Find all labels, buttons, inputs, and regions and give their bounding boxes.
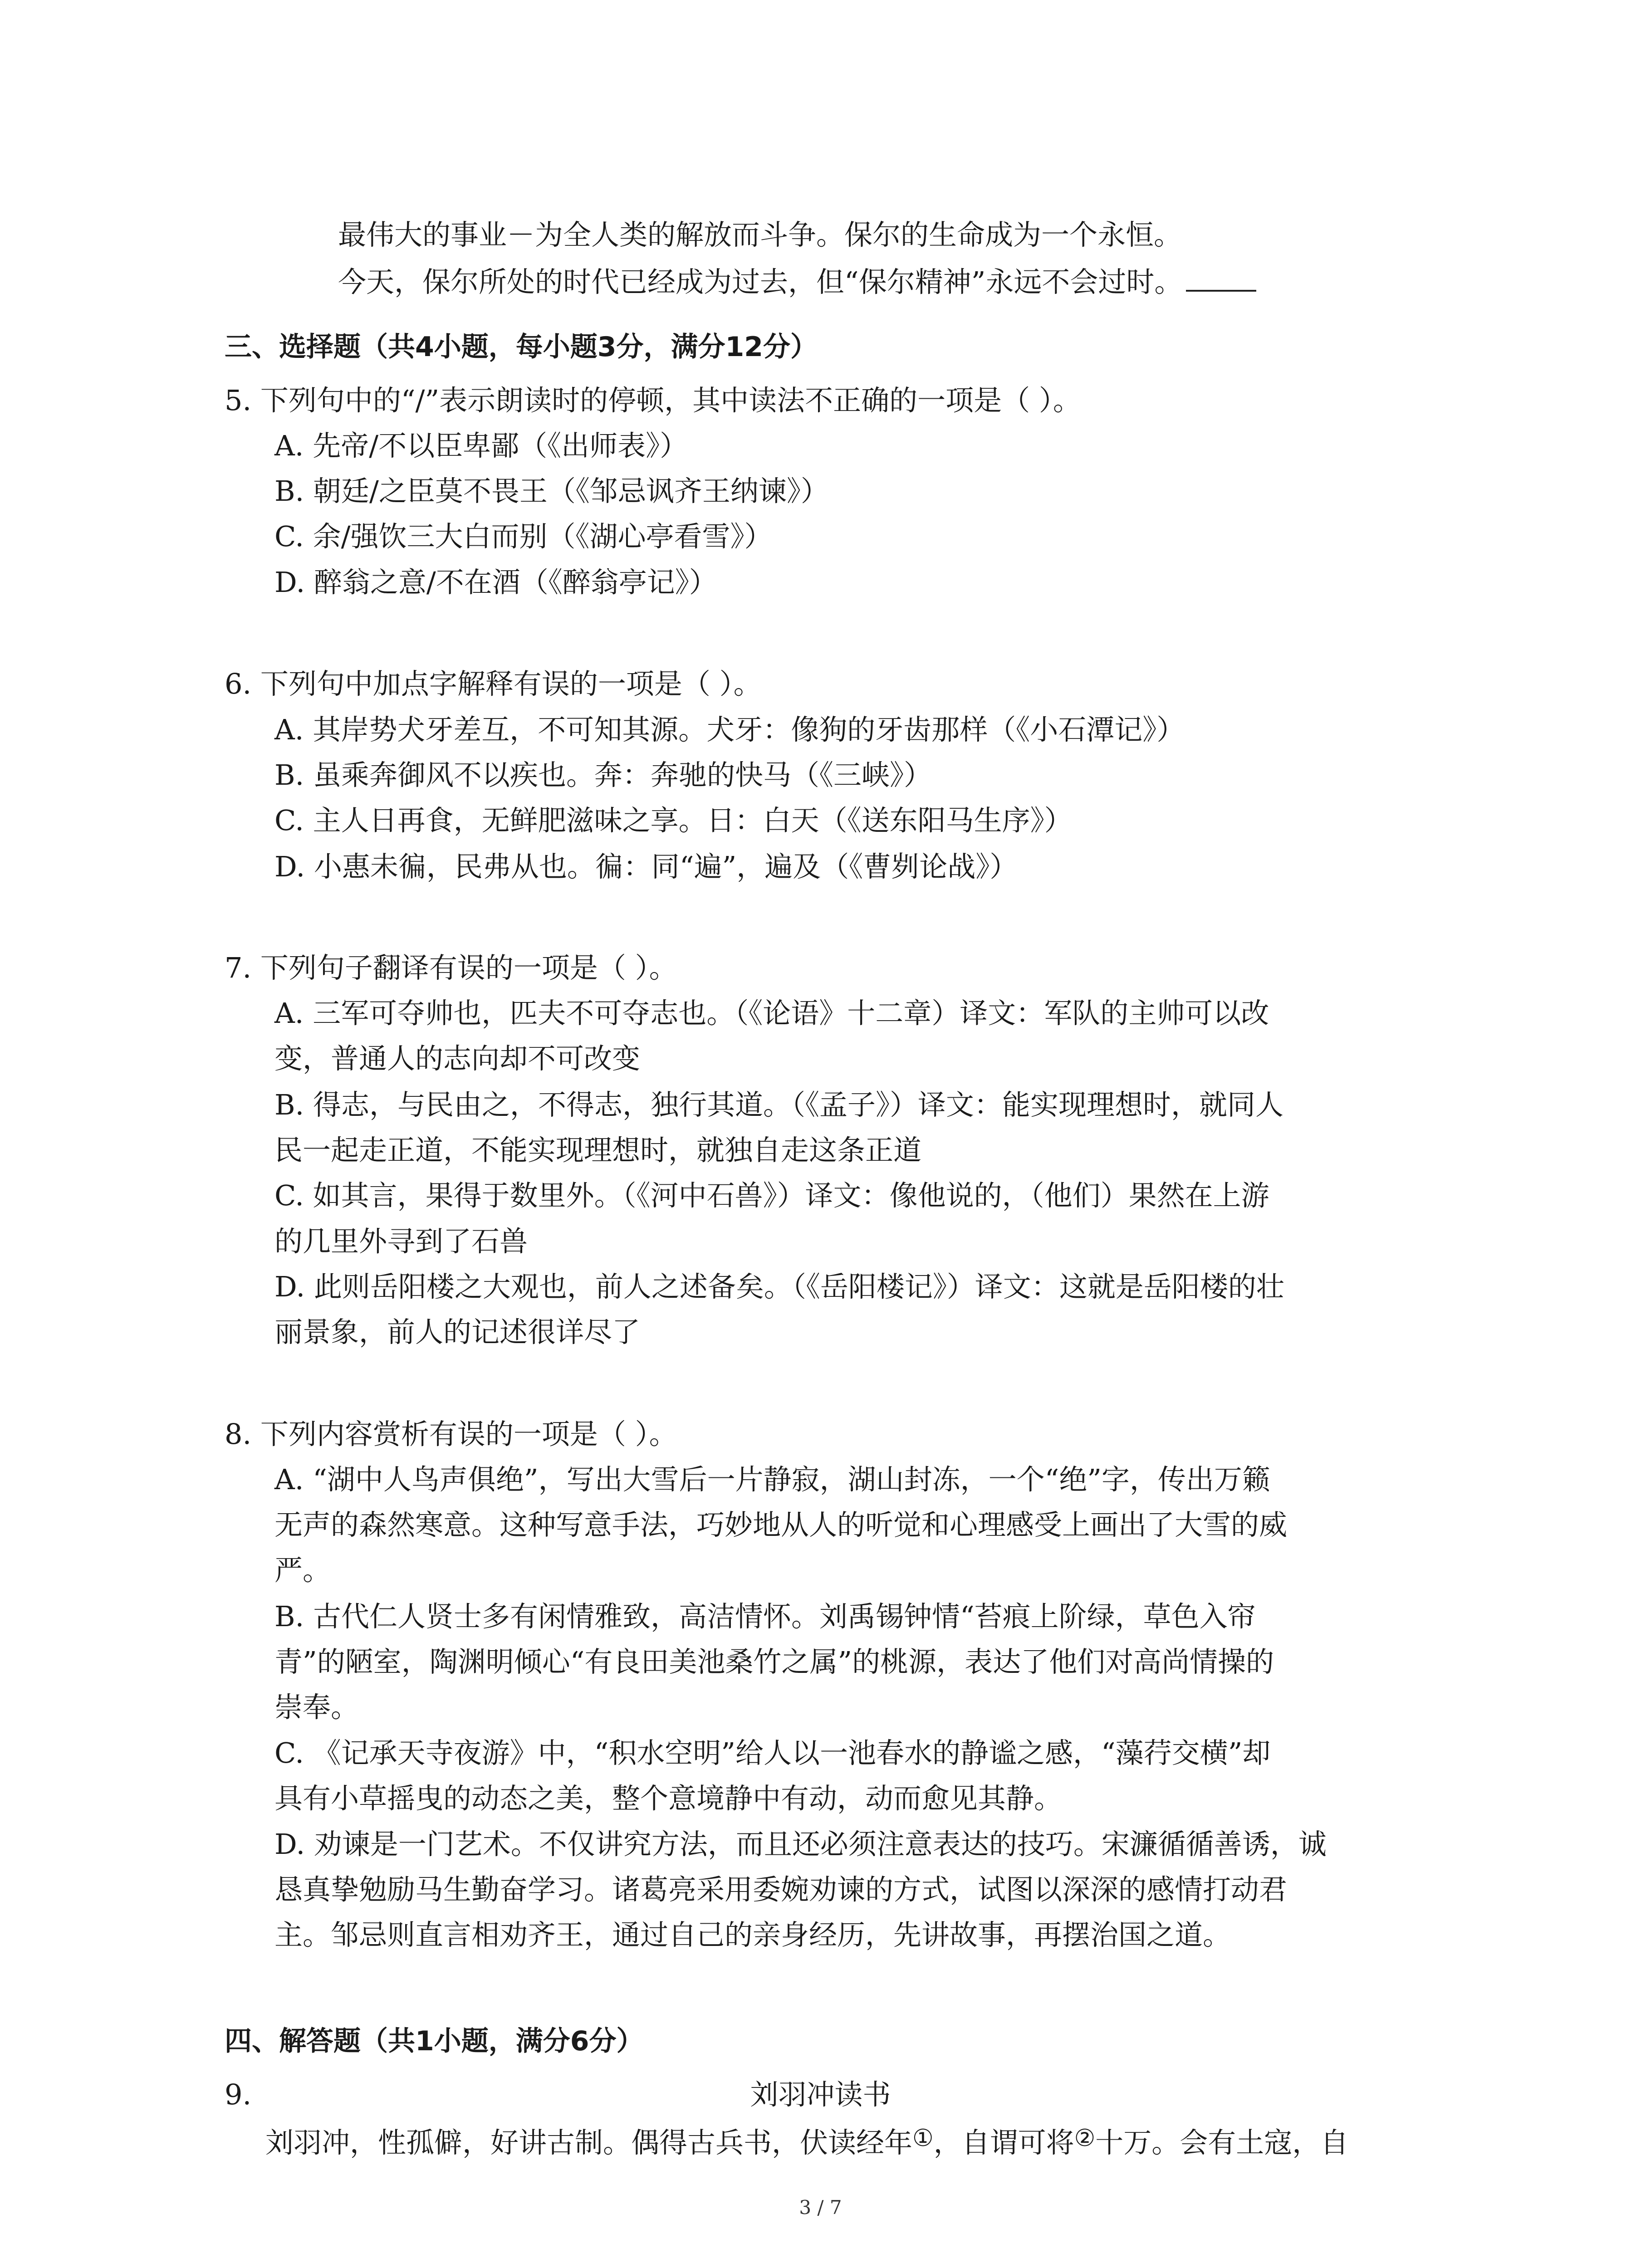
- footnote-marker-2: ②: [1074, 2125, 1096, 2152]
- answer-blank: [1186, 266, 1256, 292]
- q7-option-d-line-2: 丽景象，前人的记述很详尽了: [274, 1315, 641, 1349]
- page-number: 3 / 7: [799, 2196, 842, 2219]
- q6-option-d: D. 小惠未徧，民弗从也。徧：同“遍”，遍及（《曹刿论战》）: [274, 850, 1018, 883]
- q5-option-a: A. 先帝/不以臣卑鄙（《出师表》）: [274, 429, 688, 462]
- q8-option-a-line-2: 无声的森然寒意。这种写意手法，巧妙地从人的听觉和心理感受上画出了大雪的威: [274, 1508, 1288, 1541]
- q7-option-c-line-1: C. 如其言，果得于数里外。（《河中石兽》）译文：像他说的，（他们）果然在上游: [274, 1179, 1269, 1212]
- q7-option-a-line-2: 变，普通人的志向却不可改变: [274, 1042, 641, 1075]
- passage-line-2-text: 今天，保尔所处的时代已经成为过去，但“保尔精神”永远不会过时。: [338, 265, 1183, 298]
- q8-option-a-line-3: 严。: [274, 1554, 331, 1587]
- q9-text-part-3: 十万。会有土寇，自: [1095, 2126, 1349, 2159]
- passage-line-2: [338, 266, 1256, 296]
- q6-stem: 6. 下列句中加点字解释有误的一项是（ ）。: [225, 667, 762, 700]
- q8-option-b-line-1: B. 古代仁人贤士多有闲情雅致，高洁情怀。刘禹锡钟情“苔痕上阶绿，草色入帘: [274, 1600, 1256, 1633]
- q9-text-line-1: [265, 2125, 1349, 2159]
- q8-option-b-line-3: 崇奉。: [274, 1691, 359, 1724]
- q6-option-a: A. 其岸势犬牙差互，不可知其源。犬牙：像狗的牙齿那样（《小石潭记》）: [274, 713, 1185, 746]
- q8-option-d-line-1: D. 劝谏是一门艺术。不仅讲究方法，而且还必须注意表达的技巧。宋濂循循善诱，诚: [274, 1828, 1327, 1861]
- q8-stem: 8. 下列内容赏析有误的一项是（ ）。: [225, 1418, 677, 1451]
- section-4-heading: 四、解答题（共1小题，满分6分）: [225, 2025, 644, 2057]
- q7-option-b-line-2: 民一起走正道，不能实现理想时，就独自走这条正道: [274, 1134, 922, 1167]
- q8-option-d-line-3: 主。邹忌则直言相劝齐王，通过自己的亲身经历，先讲故事，再摆治国之道。: [274, 1918, 1231, 1951]
- q7-option-a-line-1: A. 三军可夺帅也，匹夫不可夺志也。（《论语》十二章）译文：军队的主帅可以改: [274, 997, 1269, 1030]
- q8-option-c-line-1: C. 《记承天寺夜游》中，“积水空明”给人以一池春水的静谧之感，“藻荇交横”却: [274, 1736, 1271, 1769]
- q5-option-d: D. 醉翁之意/不在酒（《醉翁亭记》）: [274, 566, 717, 599]
- q7-option-b-line-1: B. 得志，与民由之，不得志，独行其道。（《孟子》）译文：能实现理想时，就同人: [274, 1088, 1283, 1121]
- q6-option-c: C. 主人日再食，无鲜肥滋味之享。日：白天（《送东阳马生序》）: [274, 804, 1073, 837]
- q7-option-d-line-1: D. 此则岳阳楼之大观也，前人之述备矣。（《岳阳楼记》）译文：这就是岳阳楼的壮: [274, 1270, 1284, 1303]
- q9-title: 刘羽冲读书: [750, 2078, 891, 2111]
- q7-option-c-line-2: 的几里外寻到了石兽: [274, 1225, 528, 1258]
- q8-option-b-line-2: 青”的陋室，陶渊明倾心“有良田美池桑竹之属”的桃源，表达了他们对高尚情操的: [274, 1645, 1274, 1678]
- q6-option-b: B. 虽乘奔御风不以疾也。奔：奔驰的快马（《三峡》）: [274, 758, 932, 792]
- passage-line-1: 最伟大的事业－为全人类的解放而斗争。保尔的生命成为一个永恒。: [338, 218, 1182, 251]
- q9-text-part-2: ，自谓可将: [933, 2126, 1074, 2159]
- q8-option-a-line-1: A. “湖中人鸟声俱绝”，写出大雪后一片静寂，湖山封冻，一个“绝”字，传出万籁: [274, 1463, 1270, 1496]
- section-3-heading: 三、选择题（共4小题，每小题3分，满分12分）: [225, 331, 818, 363]
- q8-option-c-line-2: 具有小草摇曳的动态之美，整个意境静中有动，动而愈见其静。: [274, 1782, 1063, 1815]
- q9-number: 9.: [225, 2078, 252, 2111]
- q8-option-d-line-2: 恳真挚勉励马生勤奋学习。诸葛亮采用委婉劝谏的方式，试图以深深的感情打动君: [274, 1873, 1288, 1906]
- q7-stem: 7. 下列句子翻译有误的一项是（ ）。: [225, 951, 677, 984]
- q9-text-part-1: 刘羽冲，性孤僻，好讲古制。偶得古兵书，伏读经年: [265, 2126, 913, 2159]
- footnote-marker-1: ①: [912, 2125, 934, 2152]
- q5-option-c: C. 余/强饮三大白而别（《湖心亭看雪》）: [274, 520, 773, 553]
- q5-stem: 5. 下列句中的“/”表示朗读时的停顿，其中读法不正确的一项是（ ）。: [225, 384, 1081, 417]
- q5-option-b: B. 朝廷/之臣莫不畏王（《邹忌讽齐王纳谏》）: [274, 474, 829, 508]
